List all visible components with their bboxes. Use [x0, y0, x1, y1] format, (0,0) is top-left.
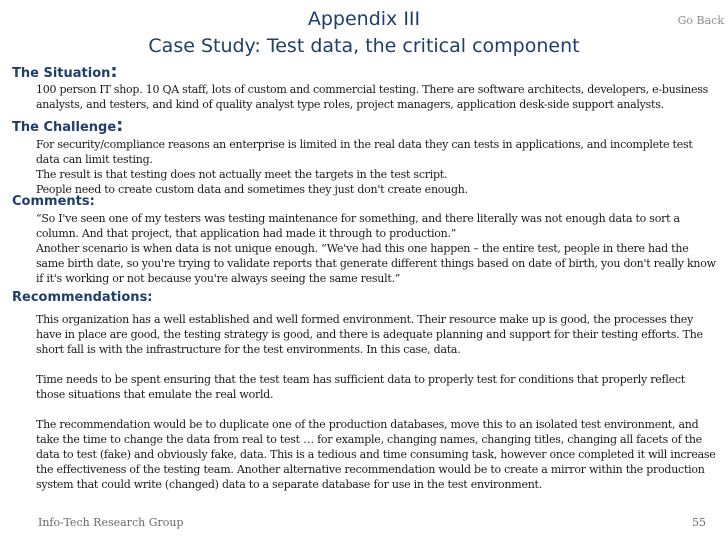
challenge-line: For security/compliance reasons an enterprise is limited in the real data they can tests in applications, and incomplete test data can limit testing. — [36, 138, 693, 166]
situation-heading — [12, 61, 118, 82]
slide-subtitle: Case Study: Test data, the critical component — [148, 35, 580, 57]
paragraph-spacer — [36, 357, 716, 372]
paragraph-spacer — [36, 402, 716, 417]
challenge-line: People need to create custom data and sometimes they just don't create enough. — [36, 183, 468, 196]
challenge-heading — [12, 115, 124, 136]
situation-heading-colon: : — [110, 61, 118, 82]
recommendations-heading: Recommendations: — [12, 290, 153, 305]
comment-quote: “So I've seen one of my testers was testing maintenance for something, and there literally was not enough data to sort a column. And that project, that application had made it through to production.” — [36, 212, 680, 240]
recommendation-paragraph: The recommendation would be to duplicate one of the production databases, move this to an isolated test environment, and take the time to change the data from real to test … for example, changing names, changing titles, changing all facets of the data to test (fake) and obviously fake, data. This is a tedious and time consuming task, however once completed it will increase the effectiveness of the testing team. Another alternative recommendation would be to create a mirror within the production system that could write (changed) data to a separate database for use in the test environment. — [36, 418, 716, 491]
comments-text — [36, 211, 716, 286]
comments-heading: Comments: — [12, 194, 95, 209]
footer-org: Info-Tech Research Group — [38, 516, 184, 529]
slide-title: Appendix III — [307, 8, 421, 30]
comment-quote: Another scenario is when data is not unique enough. “We've had this one happen – the entire test, people in there had the same birth date, so you're trying to validate reports that generate different things based on date of birth, you don't really know if it's working or not because you're always seeing the same result.” — [36, 242, 716, 285]
situation-text — [36, 82, 716, 112]
page-number: 55 — [692, 516, 706, 529]
recommendation-paragraph: This organization has a well established and well formed environment. Their resource make up is good, the processes they have in place are good, the testing strategy is good, and there is adequate planning and support for their testing efforts. The short fall is with the infrastructure for the test environments. In this case, data. — [36, 313, 703, 356]
challenge-heading-label: The Challenge — [12, 120, 117, 135]
challenge-line: The result is that testing does not actually meet the targets in the test script. — [36, 168, 448, 181]
recommendation-paragraph: Time needs to be spent ensuring that the test team has sufficient data to properly test for conditions that properly reflect those situations that emulate the real world. — [36, 373, 685, 401]
recommendations-text — [36, 312, 716, 492]
situation-paragraph: 100 person IT shop. 10 QA staff, lots of custom and commercial testing. There are software architects, developers, e-business analysts, and testers, and kind of quality analyst type roles, project managers, application desk-side support analysts. — [36, 83, 709, 111]
challenge-heading-colon: : — [116, 115, 124, 136]
go-back-link[interactable]: Go Back — [677, 14, 724, 27]
situation-heading-label: The Situation — [12, 66, 111, 81]
challenge-text — [36, 137, 716, 197]
